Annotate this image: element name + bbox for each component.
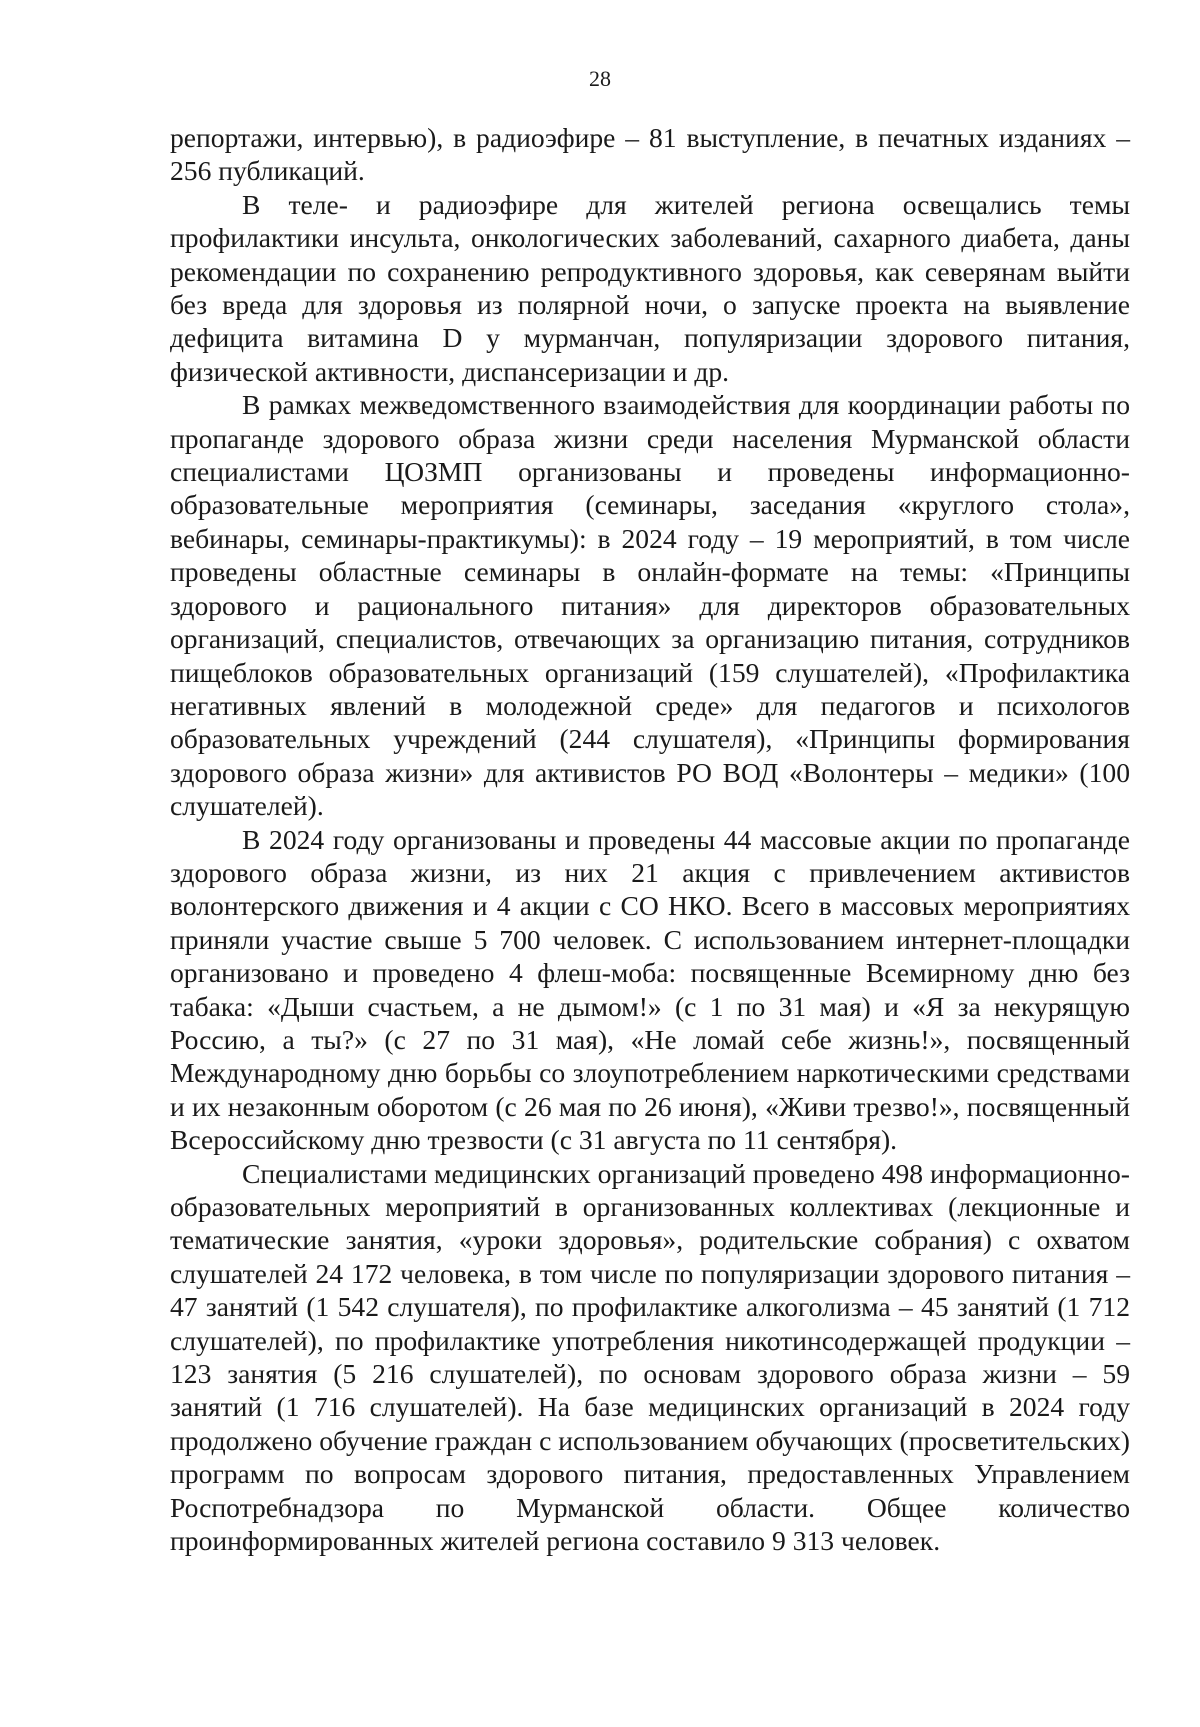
paragraph: В 2024 году организованы и проведены 44 массовые акции по пропаганде здорового образа жизни, из них 21 акция с привлечением активистов волонтерского движения и 4 акции с СО НКО. Всего в массовых мероприятиях приняли участие свыше 5 700 человек. С использованием интернет-площадки организовано и проведено 4 флеш-моба: посвященные Всемирному дню без табака: «Дыши счастьем, а не дымом!» (с 1 по 31 мая) и «Я за некурящую Россию, а ты?» (с 27 по 31 мая), «Не ломай себе жизнь!», посвященный Международному дню борьбы со злоупотреблением наркотическими средствами и их незаконным оборотом (с 26 мая по 26 июня), «Живи трезво!», посвященный Всероссийскому дню трезвости (с 31 августа по 11 сентября).: [170, 823, 1130, 1156]
paragraph: В теле- и радиоэфире для жителей региона освещались темы профилактики инсульта, онкологических заболеваний, сахарного диабета, даны рекомендации по сохранению репродуктивного здоровья, как северянам выйти без вреда для здоровья из полярной ночи, о запуске проекта на выявление дефицита витамина D у мурманчан, популяризации здорового питания, физической активности, диспансеризации и др.: [170, 188, 1130, 387]
paragraph: Специалистами медицинских организаций проведено 498 информационно-образовательных мероприятий в организованных коллективах (лекционные и тематические занятия, «уроки здоровья», родительские собрания) с охватом слушателей 24 172 человека, в том числе по популяризации здорового питания – 47 занятий (1 542 слушателя), по профилактике алкоголизма – 45 занятий (1 712 слушателей), по профилактике употребления никотинсодержащей продукции – 123 занятия (5 216 слушателей), по основам здорового образа жизни – 59 занятий (1 716 слушателей). На базе медицинских организаций в 2024 году продолжено обучение граждан с использованием обучающих (просветительских) программ по вопросам здорового питания, предоставленных Управлением Роспотребнадзора по Мурманской области. Общее количество проинформированных жителей региона составило 9 313 человек.: [170, 1157, 1130, 1557]
paragraph: В рамках межведомственного взаимодействия для координации работы по пропаганде здорового образа жизни среди населения Мурманской области специалистами ЦОЗМП организованы и проведены информационно-образовательные мероприятия (семинары, заседания «круглого стола», вебинары, семинары-практикумы): в 2024 году – 19 мероприятий, в том числе проведены областные семинары в онлайн-формате на темы: «Принципы здорового и рационального питания» для директоров образовательных организаций, специалистов, отвечающих за организацию питания, сотрудников пищеблоков образовательных организаций (159 слушателей), «Профилактика негативных явлений в молодежной среде» для педагогов и психологов образовательных учреждений (244 слушателя), «Принципы формирования здорового образа жизни» для активистов РО ВОД «Волонтеры – медики» (100 слушателей).: [170, 389, 1130, 822]
page-number: 28: [589, 66, 611, 91]
paragraph: репортажи, интервью), в радиоэфире – 81 выступление, в печатных изданиях – 256 публикаций.: [170, 122, 1130, 187]
document-body: [170, 121, 1130, 1557]
